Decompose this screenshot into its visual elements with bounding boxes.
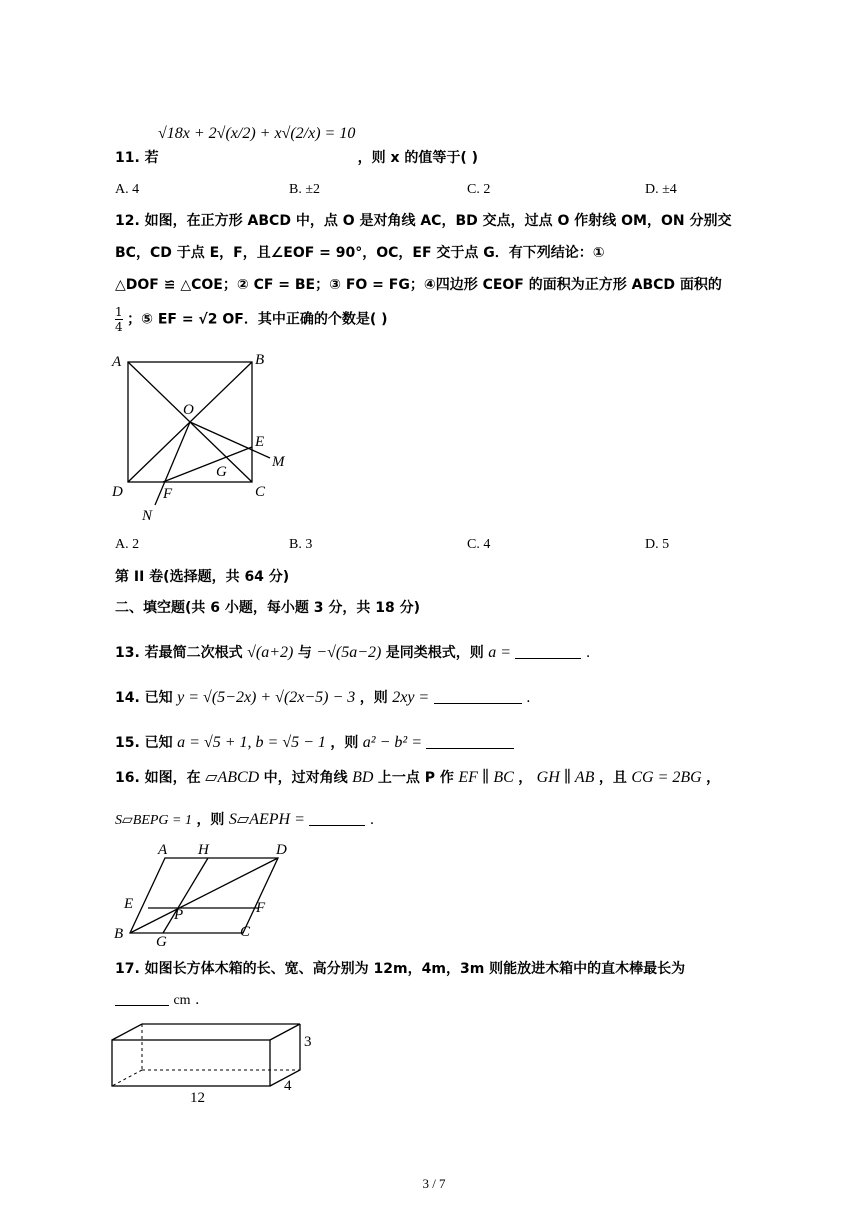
q17-line1: 17. 如图长方体木箱的长、宽、高分别为 12m，4m，3m 则能放进木箱中的直木棒最长为	[115, 961, 686, 977]
q12-fraction: $\frac{1}{4}$	[115, 305, 123, 334]
q12-label-n: N	[142, 508, 153, 524]
q16-label-e: E	[124, 896, 134, 912]
q17-answer-blank[interactable]	[115, 991, 169, 1006]
q11-prefix: 11. 若	[115, 150, 159, 166]
section2-title: 第 II 卷(选择题，共 64 分)	[115, 569, 290, 585]
q17-line2: cm .	[115, 990, 199, 1011]
q16-label-b: B	[114, 926, 124, 942]
q12-label-e: E	[255, 434, 265, 450]
q17-box-figure	[108, 1018, 338, 1108]
q12-option-c: C. 4	[467, 537, 491, 552]
q16-answer-blank[interactable]	[309, 811, 365, 826]
q12-line3: △DOF ≌ △COE；② CF = BE；③ FO = FG；④四边形 CEOF 的面积为正方形 ABCD 面积的	[115, 277, 722, 293]
q12-line4	[115, 305, 388, 334]
section2-subtitle: 二、填空题(共 6 小题，每小题 3 分，共 18 分)	[115, 600, 421, 616]
q12-label-m: M	[272, 454, 285, 470]
q16-label-d: D	[276, 842, 287, 858]
q16-label-a: A	[158, 842, 168, 858]
q12-label-o: O	[183, 402, 194, 418]
q12-label-b: B	[255, 352, 265, 368]
q12-square-figure	[110, 350, 310, 524]
q12-label-g: G	[216, 464, 227, 480]
q16-label-g: G	[156, 934, 167, 950]
q13-answer-blank[interactable]	[515, 644, 581, 659]
q11-option-c: C. 2	[467, 182, 491, 197]
q15-line: 15. 已知 a = √5 + 1, b = √5 − 1 ，则 a² − b² =	[115, 733, 514, 753]
q16-line1: 16. 如图，在 ▱ABCD 中，过对角线 BD 上一点 P 作 EF ∥ BC ， GH ∥ AB ，且 CG = 2BG ，	[115, 769, 721, 786]
q11-suffix: ，则 x 的值等于( )	[357, 150, 479, 166]
q11-option-b: B. ±2	[289, 182, 321, 197]
q12-line2: BC，CD 于点 E，F，且∠EOF = 90°，OC，EF 交于点 G．有下列结论：①	[115, 245, 605, 261]
q12-option-d: D. 5	[645, 537, 670, 552]
q12-label-c: C	[255, 484, 266, 500]
q17-label-height: 3	[304, 1034, 312, 1050]
q12-option-a: A. 2	[115, 537, 140, 552]
q16-label-h: H	[198, 842, 209, 858]
q11-option-a: A. 4	[115, 182, 140, 197]
q17-label-width: 4	[284, 1078, 292, 1094]
q12-option-b: B. 3	[289, 537, 313, 552]
q12-line4-text: ；⑤ EF = √2 OF．其中正确的个数是( )	[127, 311, 388, 328]
q16-label-c: C	[240, 924, 251, 940]
q11-equation: √18x + 2√(x/2) + x√(2/x) = 10	[158, 125, 356, 142]
q12-label-a: A	[112, 354, 122, 370]
q16-label-p: P	[174, 907, 184, 923]
q16-line2: S▱BEPG = 1 ，则 S▱AEPH = .	[115, 811, 375, 828]
q13-line: 13. 若最简二次根式 √(a+2) 与 −√(5a−2) 是同类根式，则 a = .	[115, 644, 591, 661]
q12-label-f: F	[163, 486, 173, 502]
q14-answer-blank[interactable]	[434, 689, 522, 704]
q17-label-length: 12	[190, 1090, 205, 1106]
page-number: 3 / 7	[422, 1176, 446, 1191]
q14-line: 14. 已知 y = √(5−2x) + √(2x−5) − 3 ，则 2xy = .	[115, 689, 531, 706]
q16-parallelogram-figure	[108, 838, 308, 948]
q11-option-d: D. ±4	[645, 182, 677, 197]
q16-label-f: F	[256, 900, 266, 916]
q15-answer-blank[interactable]	[426, 734, 514, 749]
q12-label-d: D	[112, 484, 123, 500]
q12-line1: 12. 如图，在正方形 ABCD 中，点 O 是对角线 AC，BD 交点，过点 O 作射线 OM，ON 分别交	[115, 213, 732, 229]
q11-stem	[115, 148, 478, 168]
